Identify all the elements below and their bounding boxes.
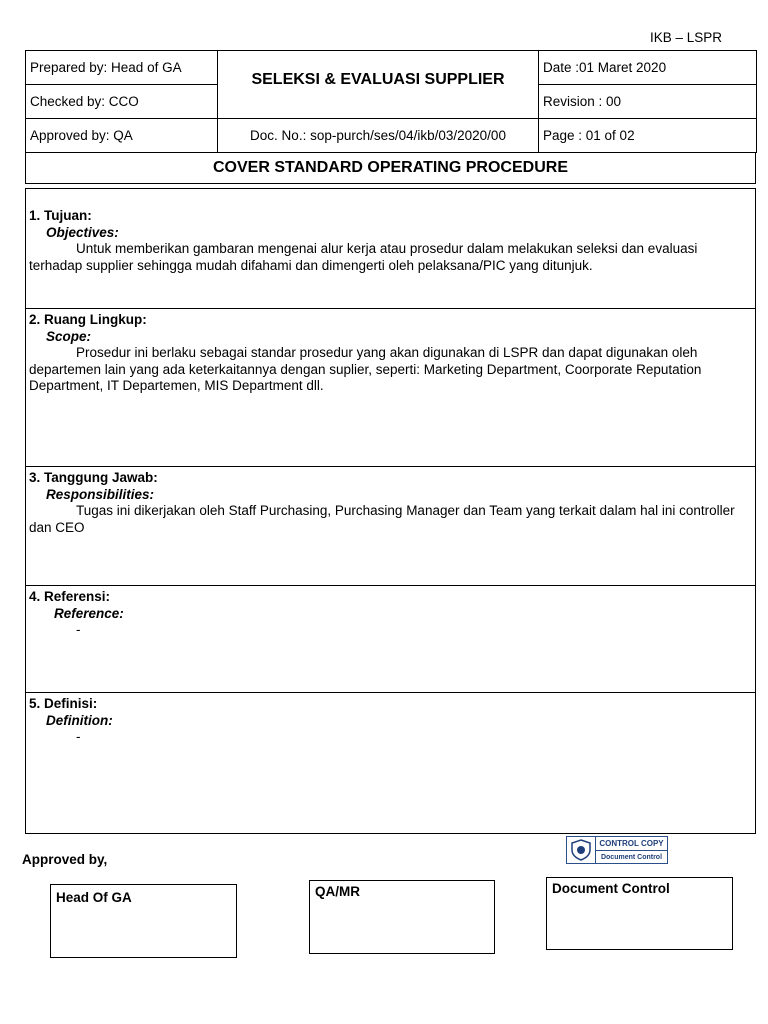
section-subheading: Reference: xyxy=(54,605,124,621)
document-code: IKB – LSPR xyxy=(650,30,723,45)
document-header-table xyxy=(25,50,757,153)
document-number: Doc. No.: sop-purch/ses/04/ikb/03/2020/00 xyxy=(218,119,539,153)
section-heading: 5. Definisi: xyxy=(29,696,98,711)
cover-title: COVER STANDARD OPERATING PROCEDURE xyxy=(25,152,756,184)
signature-box-label: QA/MR xyxy=(315,884,360,899)
prepared-by: Prepared by: Head of GA xyxy=(26,51,218,85)
signature-box-label: Document Control xyxy=(552,881,670,896)
checked-by: Checked by: CCO xyxy=(26,85,218,119)
stamp-line-2: Document Control xyxy=(600,854,663,861)
section-heading: 3. Tanggung Jawab: xyxy=(29,470,158,485)
control-copy-stamp xyxy=(566,836,668,864)
section-subheading: Scope: xyxy=(46,328,92,344)
section-objectives xyxy=(25,188,756,309)
section-body: - xyxy=(76,729,81,744)
section-definition xyxy=(25,692,756,834)
section-responsibilities xyxy=(25,466,756,586)
document-date: Date :01 Maret 2020 xyxy=(539,51,757,85)
section-heading: 4. Referensi: xyxy=(29,589,111,604)
section-body: Prosedur ini berlaku sebagai standar prosedur yang akan digunakan di LSPR dan dapat digunakan oleh departemen lain yang ada keterkaitannya dengan suplier, seperti: Marketing Department, Coorporate Reputation Department, IT Departemen, MIS Department dll. xyxy=(29,345,702,393)
signature-box-label: Head Of GA xyxy=(56,890,132,905)
section-heading: 2. Ruang Lingkup: xyxy=(29,312,147,327)
stamp-line-1: CONTROL COPY xyxy=(596,837,667,851)
signature-box-document-control xyxy=(546,877,733,950)
section-subheading: Objectives: xyxy=(46,224,119,240)
approved-by: Approved by: QA xyxy=(26,119,218,153)
section-body: Tugas ini dikerjakan oleh Staff Purchasing, Purchasing Manager dan Team yang terkait dalam hal ini controller dan CEO xyxy=(29,503,735,535)
section-body: Untuk memberikan gambaran mengenai alur kerja atau prosedur dalam melakukan seleksi dan evaluasi terhadap supplier sehingga mudah difahami dan dimengerti oleh pelaksana/PIC yang ditunjuk. xyxy=(29,241,698,273)
section-body: - xyxy=(76,622,81,637)
approved-by-label: Approved by, xyxy=(22,852,108,867)
section-heading: 1. Tujuan: xyxy=(29,208,92,223)
page-number: Page : 01 of 02 xyxy=(539,119,757,153)
lspr-logo-icon xyxy=(567,837,596,863)
signature-box-qa-mr xyxy=(309,880,495,954)
section-subheading: Definition: xyxy=(46,712,113,728)
document-title: SELEKSI & EVALUASI SUPPLIER xyxy=(218,51,539,119)
signature-box-head-of-ga xyxy=(50,884,237,958)
section-reference xyxy=(25,585,756,693)
section-subheading: Responsibilities: xyxy=(46,486,155,502)
document-revision: Revision : 00 xyxy=(539,85,757,119)
section-scope xyxy=(25,308,756,467)
